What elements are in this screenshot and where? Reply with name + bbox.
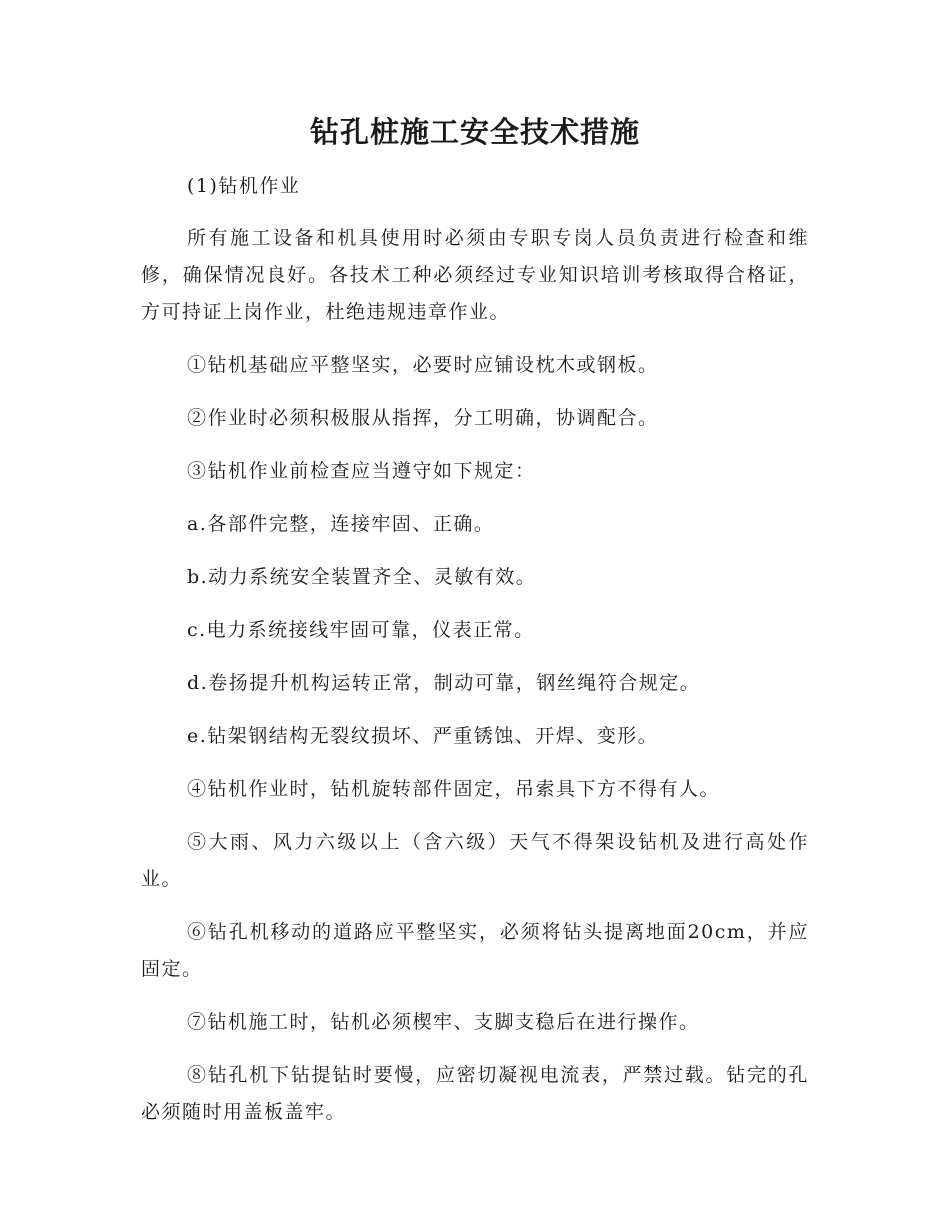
- paragraph-item-5: ⑤大雨、风力六级以上（含六级）天气不得架设钻机及进行高处作业。: [141, 831, 809, 890]
- paragraph-subitem-b: b.动力系统安全装置齐全、灵敏有效。: [187, 566, 537, 588]
- paragraph-equipment-inspection: 所有施工设备和机具使用时必须由专职专岗人员负责进行检查和维修，确保情况良好。各技术工种必须经过专业知识培训考核取得合格证，方可持证上岗作业，杜绝违规违章作业。: [141, 227, 809, 323]
- paragraph-item-6: ⑥钻孔机移动的道路应平整坚实，必须将钻头提离地面20cm，并应固定。: [141, 921, 809, 980]
- document-body: [141, 168, 809, 1147]
- paragraph-subitem-d: d.卷扬提升机构运转正常，制动可靠，钢丝绳符合规定。: [187, 672, 701, 694]
- paragraph-subitem-e: e.钻架钢结构无裂纹损坏、严重锈蚀、开焊、变形。: [187, 725, 659, 747]
- paragraph-subitem-c: c.电力系统接线牢固可靠，仪表正常。: [187, 619, 535, 641]
- paragraph-item-4: ④钻机作业时，钻机旋转部件固定，吊索具下方不得有人。: [187, 778, 721, 800]
- section-heading-drilling-operation: (1)钻机作业: [187, 175, 301, 197]
- paragraph-item-2: ②作业时必须积极服从指挥，分工明确，协调配合。: [187, 407, 659, 429]
- paragraph-item-1: ①钻机基础应平整坚实，必要时应铺设枕木或钢板。: [187, 354, 659, 376]
- paragraph-item-3: ③钻机作业前检查应当遵守如下规定：: [187, 460, 536, 482]
- paragraph-item-8: ⑧钻孔机下钻提钻时要慢，应密切凝视电流表，严禁过载。钻完的孔必须随时用盖板盖牢。: [141, 1064, 809, 1123]
- document-title: 钻孔桩施工安全技术措施: [309, 115, 640, 149]
- paragraph-item-7: ⑦钻机施工时，钻机必须楔牢、支脚支稳后在进行操作。: [187, 1011, 700, 1033]
- paragraph-subitem-a: a.各部件完整，连接牢固、正确。: [187, 513, 495, 535]
